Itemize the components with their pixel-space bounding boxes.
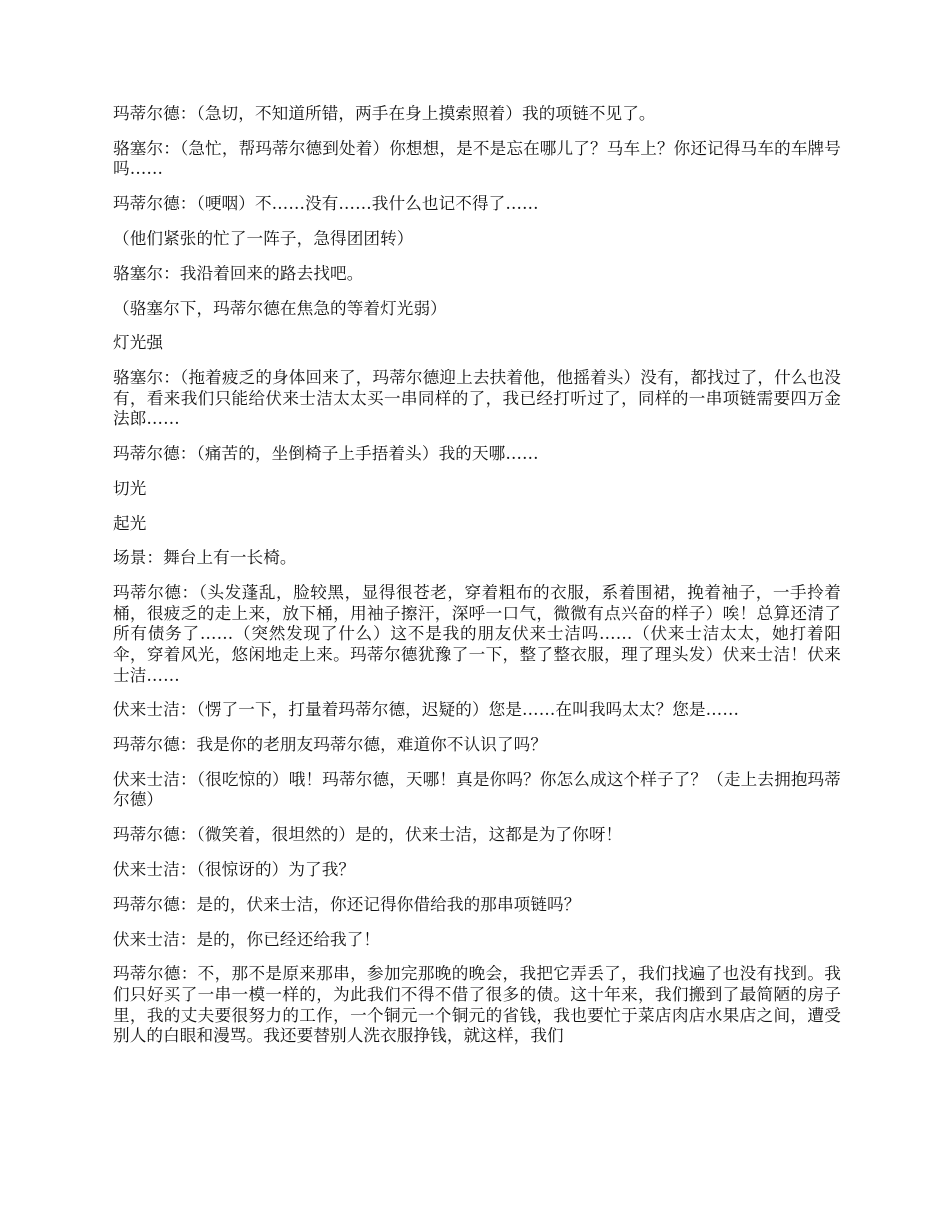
dialogue-line: 骆塞尔：我沿着回来的路去找吧。 xyxy=(113,263,364,283)
dialogue-line: 伏来士洁：（愣了一下，打量着玛蒂尔德，迟疑的）您是……在叫我吗太太？您是…… xyxy=(113,700,740,720)
dialogue-line: 玛蒂尔德：（哽咽）不……没有……我什么也记不得了…… xyxy=(113,194,539,214)
dialogue-line: 玛蒂尔德：我是你的老朋友玛蒂尔德，难道你不认识了吗？ xyxy=(113,735,548,755)
stage-direction: （骆塞尔下，玛蒂尔德在焦急的等着灯光弱） xyxy=(113,298,447,318)
dialogue-line: 玛蒂尔德：（微笑着，很坦然的）是的，伏来士洁，这都是为了你呀！ xyxy=(113,825,623,845)
stage-direction: 起光 xyxy=(113,513,147,533)
scene-description: 场景：舞台上有一长椅。 xyxy=(113,548,297,568)
dialogue-line: 骆塞尔：（急忙，帮玛蒂尔德到处着）你想想，是不是忘在哪儿了？马车上？你还记得马车的车牌号吗…… xyxy=(113,138,841,179)
stage-direction: 切光 xyxy=(113,478,147,498)
stage-direction: 灯光强 xyxy=(113,333,164,353)
stage-direction: （他们紧张的忙了一阵子，急得团团转） xyxy=(113,228,414,248)
dialogue-line: 玛蒂尔德：（痛苦的，坐倒椅子上手捂着头）我的天哪…… xyxy=(113,444,539,464)
document-page xyxy=(113,104,841,1061)
dialogue-line: 伏来士洁：（很吃惊的）哦！玛蒂尔德，天哪！真是你吗？你怎么成这个样子了？（走上去拥抱玛蒂尔德） xyxy=(113,769,841,810)
dialogue-line: 伏来士洁：（很惊讶的）为了我？ xyxy=(113,860,356,880)
dialogue-line: 玛蒂尔德：不，那不是原来那串，参加完那晚的晚会，我把它弄丢了，我们找遍了也没有找到。我们只好买了一串一模一样的，为此我们不得不借了很多的债。这十年来，我们搬到了最简陋的房子里，我的丈夫要很努力的工作，一个铜元一个铜元的省钱，我也要忙于菜店肉店水果店之间，遭受别人的白眼和漫骂。我还要替别人洗衣服挣钱，就这样，我们 xyxy=(113,964,841,1046)
dialogue-line: 玛蒂尔德：（急切，不知道所错，两手在身上摸索照着）我的项链不见了。 xyxy=(113,104,656,123)
dialogue-line: 骆塞尔：（拖着疲乏的身体回来了，玛蒂尔德迎上去扶着他，他摇着头）没有，都找过了，什么也没有，看来我们只能给伏来士洁太太买一串同样的了，我已经打听过了，同样的一串项链需要四万金法郎…… xyxy=(113,368,841,429)
dialogue-line: 玛蒂尔德：（头发蓬乱，脸较黑，显得很苍老，穿着粗布的衣服，系着围裙，挽着袖子，一手拎着桶，很疲乏的走上来，放下桶，用袖子擦汗，深呼一口气，微微有点兴奋的样子）唉！总算还清了所有债务了……（突然发现了什么）这不是我的朋友伏来士洁吗……（伏来士洁太太，她打着阳伞，穿着风光，悠闲地走上来。玛蒂尔德犹豫了一下，整了整衣服，理了理头发）伏来士洁！伏来士洁…… xyxy=(113,583,841,685)
dialogue-line: 伏来士洁：是的，你已经还给我了！ xyxy=(113,929,381,949)
dialogue-line: 玛蒂尔德：是的，伏来士洁，你还记得你借给我的那串项链吗？ xyxy=(113,894,581,914)
